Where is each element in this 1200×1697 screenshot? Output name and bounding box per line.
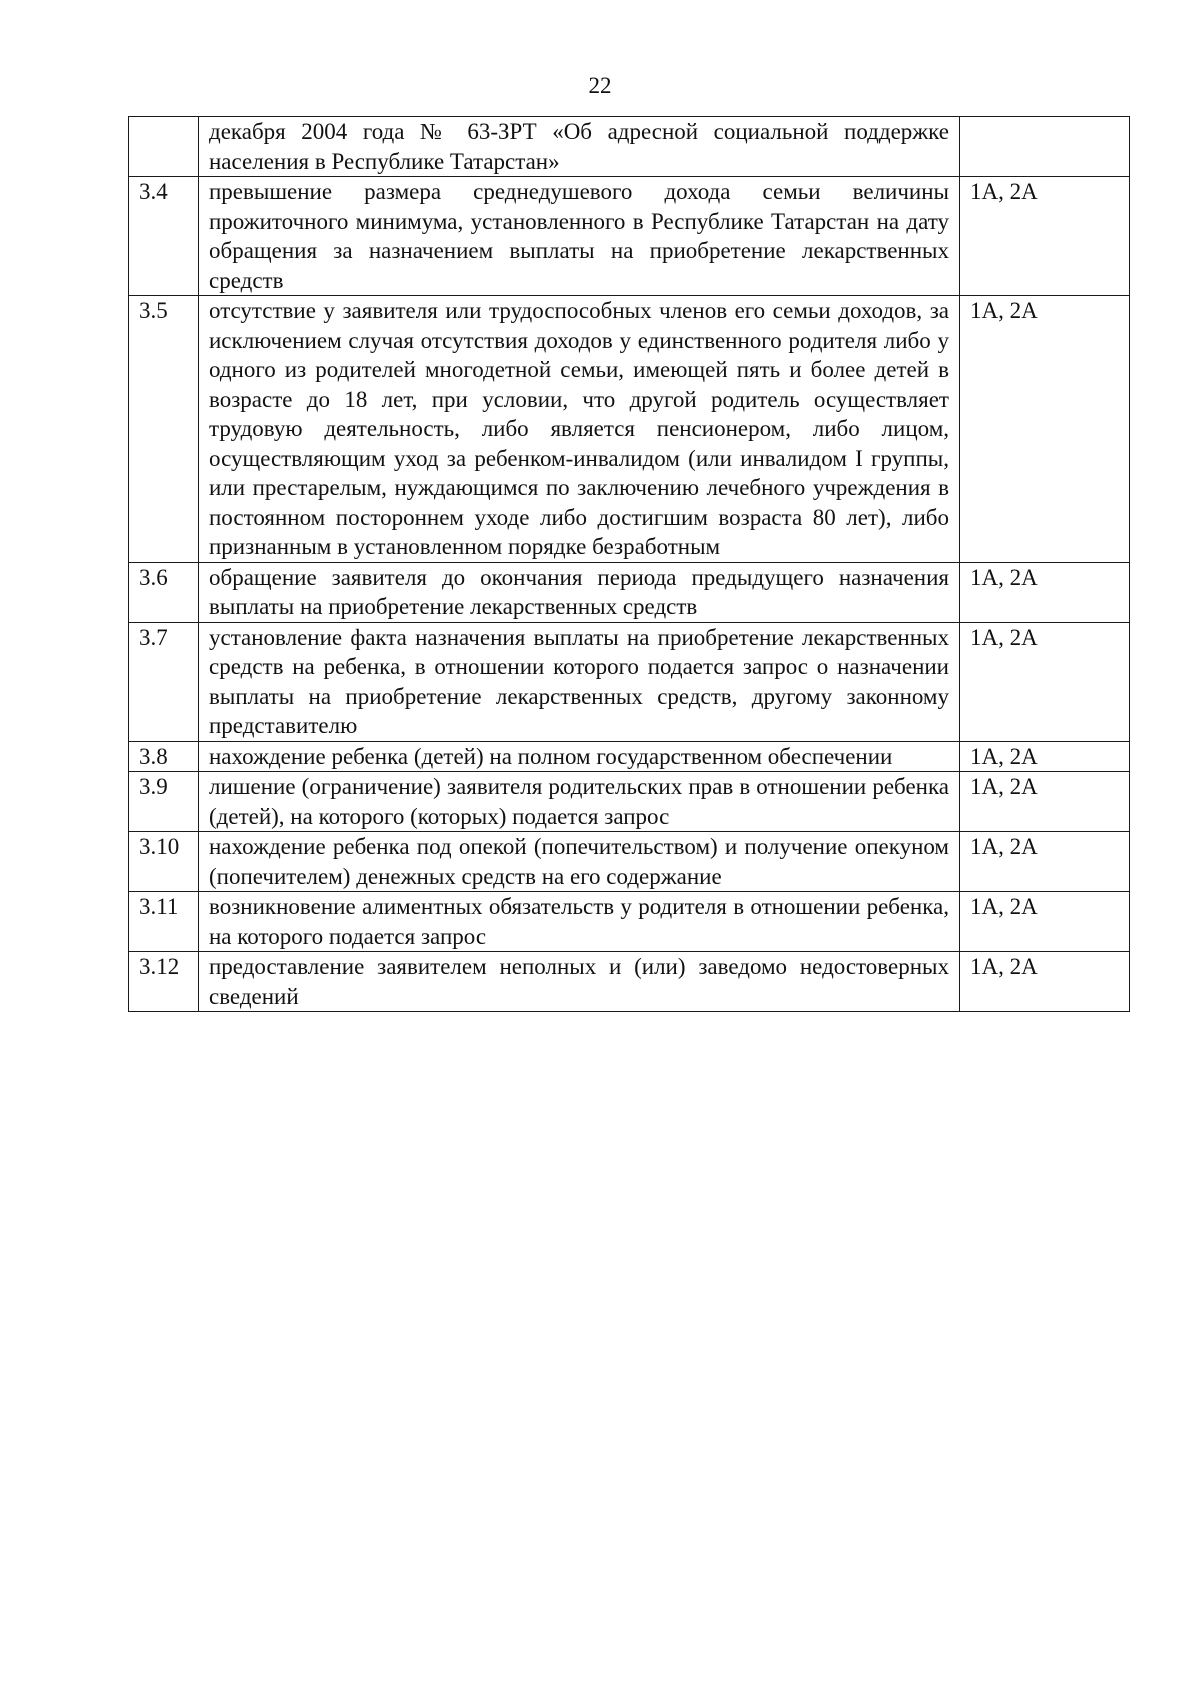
row-code: 1А, 2А	[960, 562, 1130, 622]
row-number: 3.5	[129, 296, 199, 563]
row-number: 3.4	[129, 177, 199, 296]
row-text: предоставление заявителем неполных и (или) заведомо недостоверных сведений	[199, 952, 960, 1012]
row-code	[960, 117, 1130, 177]
row-text: нахождение ребенка (детей) на полном государственном обеспечении	[199, 741, 960, 772]
row-text: лишение (ограничение) заявителя родительских прав в отношении ребенка (детей), на которого (которых) подается запрос	[199, 772, 960, 832]
row-text: возникновение алиментных обязательств у родителя в отношении ребенка, на которого подается запрос	[199, 892, 960, 952]
row-number: 3.7	[129, 622, 199, 741]
table-row	[129, 562, 1130, 622]
row-code: 1А, 2А	[960, 296, 1130, 563]
row-code: 1А, 2А	[960, 177, 1130, 296]
row-number: 3.8	[129, 741, 199, 772]
table-row	[129, 832, 1130, 892]
row-number: 3.12	[129, 952, 199, 1012]
table-row	[129, 117, 1130, 177]
row-text: декабря 2004 года № 63-ЗРТ «Об адресной социальной поддержке населения в Республике Татарстан»	[199, 117, 960, 177]
row-code: 1А, 2А	[960, 892, 1130, 952]
table-row	[129, 892, 1130, 952]
row-code: 1А, 2А	[960, 772, 1130, 832]
table-row	[129, 177, 1130, 296]
row-text: установление факта назначения выплаты на приобретение лекарственных средств на ребенка, в отношении которого подается запрос о назначении выплаты на приобретение лекарственных средств, другому законному представителю	[199, 622, 960, 741]
page-number: 22	[588, 73, 612, 98]
grounds-table	[128, 116, 1130, 1012]
row-text: отсутствие у заявителя или трудоспособных членов его семьи доходов, за исключением случая отсутствия доходов у единственного родителя либо у одного из родителей многодетной семьи, имеющей пять и более детей в возрасте до 18 лет, при условии, что другой родитель осуществляет трудовую деятельность, либо является пенсионером, либо лицом, осуществляющим уход за ребенком-инвалидом (или инвалидом I группы, или престарелым, нуждающимся по заключению лечебного учреждения в постоянном постороннем уходе либо достигшим возраста 80 лет), либо признанным в установленном порядке безработным	[199, 296, 960, 563]
row-code: 1А, 2А	[960, 741, 1130, 772]
row-number: 3.10	[129, 832, 199, 892]
table-row	[129, 952, 1130, 1012]
table-row	[129, 296, 1130, 563]
table-row	[129, 772, 1130, 832]
row-number	[129, 117, 199, 177]
table-row	[129, 741, 1130, 772]
row-number: 3.11	[129, 892, 199, 952]
table-row	[129, 622, 1130, 741]
row-text: превышение размера среднедушевого дохода семьи величины прожиточного минимума, установленного в Республике Татарстан на дату обращения за назначением выплаты на приобретение лекарственных средств	[199, 177, 960, 296]
row-text: нахождение ребенка под опекой (попечительством) и получение опекуном (попечителем) денежных средств на его содержание	[199, 832, 960, 892]
row-number: 3.6	[129, 562, 199, 622]
row-code: 1А, 2А	[960, 622, 1130, 741]
row-text: обращение заявителя до окончания периода предыдущего назначения выплаты на приобретение лекарственных средств	[199, 562, 960, 622]
row-code: 1А, 2А	[960, 832, 1130, 892]
row-number: 3.9	[129, 772, 199, 832]
row-code: 1А, 2А	[960, 952, 1130, 1012]
